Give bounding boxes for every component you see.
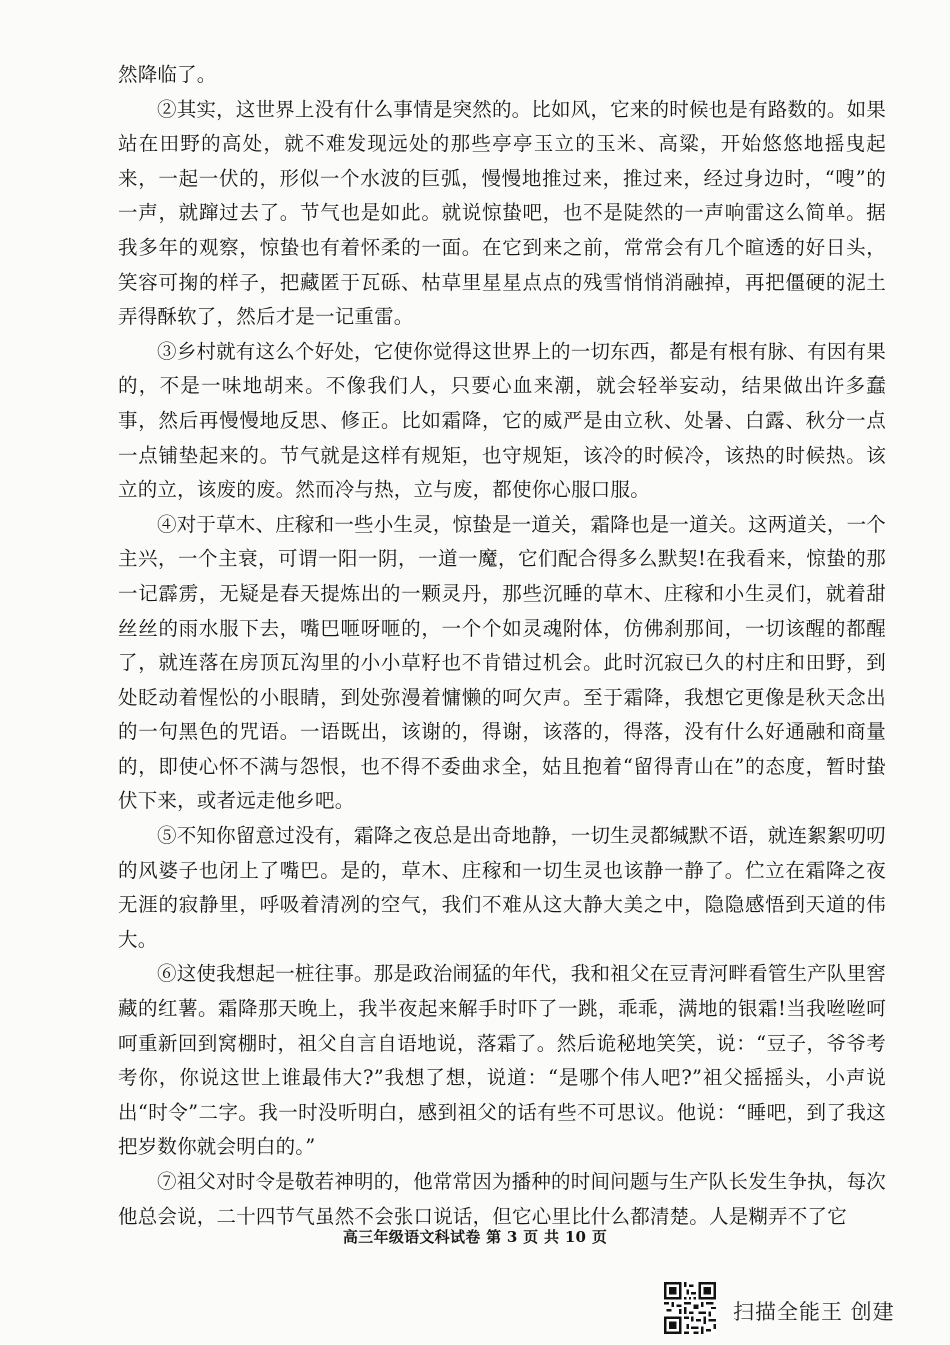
- article-body: [118, 58, 886, 1234]
- paragraph-7: ⑦祖父对时令是敬若神明的，他常常因为播种的时间问题与生产队长发生争执，每次他总会说，二十四节气虽然不会张口说话，但它心里比什么都清楚。人是糊弄不了它: [118, 1170, 886, 1228]
- paragraph-6: ⑥这使我想起一桩往事。那是政治闹猛的年代，我和祖父在豆青河畔看管生产队里窖藏的红薯。霜降那天晚上，我半夜起来解手时吓了一跳，乖乖，满地的银霜!当我咝咝呵呵重新回到窝棚时，祖父自言自语地说，落霜了。然后诡秘地笑笑，说：“豆子，爷爷考考你，你说这世上谁最伟大?”我想了想，说道：“是哪个伟人吧?”祖父摇摇头，小声说出“时令”二字。我一时没听明白，感到祖父的话有些不可思议。他说：“睡吧，到了我这把岁数你就会明白的。”: [118, 962, 886, 1159]
- page-footer: 高三年级语文科试卷 第 3 页 共 10 页: [342, 1228, 608, 1246]
- paragraph-3: ③乡村就有这么个好处，它使你觉得这世界上的一切东西，都是有根有脉、有因有果的，不是一味地胡来。不像我们人，只要心血来潮，就会轻举妄动，结果做出许多蠢事，然后再慢慢地反思、修正。比如霜降，它的威严是由立秋、处暑、白露、秋分一点一点铺垫起来的。节气就是这样有规矩，也守规矩，该冷的时候冷，该热的时候热。该立的立，该废的废。然而冷与热，立与废，都使你心服口服。: [118, 339, 886, 502]
- paragraph-continuation: 然降临了。: [118, 63, 217, 86]
- qr-code-icon: [664, 1282, 716, 1334]
- scanner-watermark: 扫描全能王 创建: [733, 1300, 895, 1324]
- paragraph-2: ②其实，这世界上没有什么事情是突然的。比如风，它来的时候也是有路数的。如果站在田野的高处，就不难发现远处的那些亭亭玉立的玉米、高粱，开始悠悠地摇曳起来，一起一伏的，形似一个水波的巨弧，慢慢地推过来，推过来，经过身边时，“嗖”的一声，就蹿过去了。节气也是如此。就说惊蛰吧，也不是陡然的一声响雷这么简单。据我多年的观察，惊蛰也有着怀柔的一面。在它到来之前，常常会有几个暄透的好日头，笑容可掬的样子，把藏匿于瓦砾、枯草里星星点点的残雪悄悄消融掉，再把僵硬的泥土弄得酥软了，然后才是一记重雷。: [118, 97, 886, 329]
- paragraph-5: ⑤不知你留意过没有，霜降之夜总是出奇地静，一切生灵都缄默不语，就连絮絮叨叨的风婆子也闭上了嘴巴。是的，草木、庄稼和一切生灵也该静一静了。伫立在霜降之夜无涯的寂静里，呼吸着清冽的空气，我们不难从这大静大美之中，隐隐感悟到天道的伟大。: [118, 824, 886, 951]
- paragraph-4: ④对于草木、庄稼和一些小生灵，惊蛰是一道关，霜降也是一道关。这两道关，一个主兴，一个主衰，可谓一阳一阴，一道一魔，它们配合得多么默契!在我看来，惊蛰的那一记霹雳，无疑是春天提炼出的一颗灵丹，那些沉睡的草木、庄稼和小生灵们，就着甜丝丝的雨水服下去，嘴巴咂呀咂的，一个个如灵魂附体，仿佛刹那间，一切该醒的都醒了，就连落在房顶瓦沟里的小小草籽也不肯错过机会。此时沉寂已久的村庄和田野，到处眨动着惺忪的小眼睛，到处弥漫着慵懒的呵欠声。至于霜降，我想它更像是秋天念出的一句黑色的咒语。一语既出，该谢的，得谢，该落的，得落，没有什么好通融和商量的，即使心怀不满与怨恨，也不得不委曲求全，姑且抱着“留得青山在”的态度，暂时蛰伏下来，或者远走他乡吧。: [118, 512, 886, 813]
